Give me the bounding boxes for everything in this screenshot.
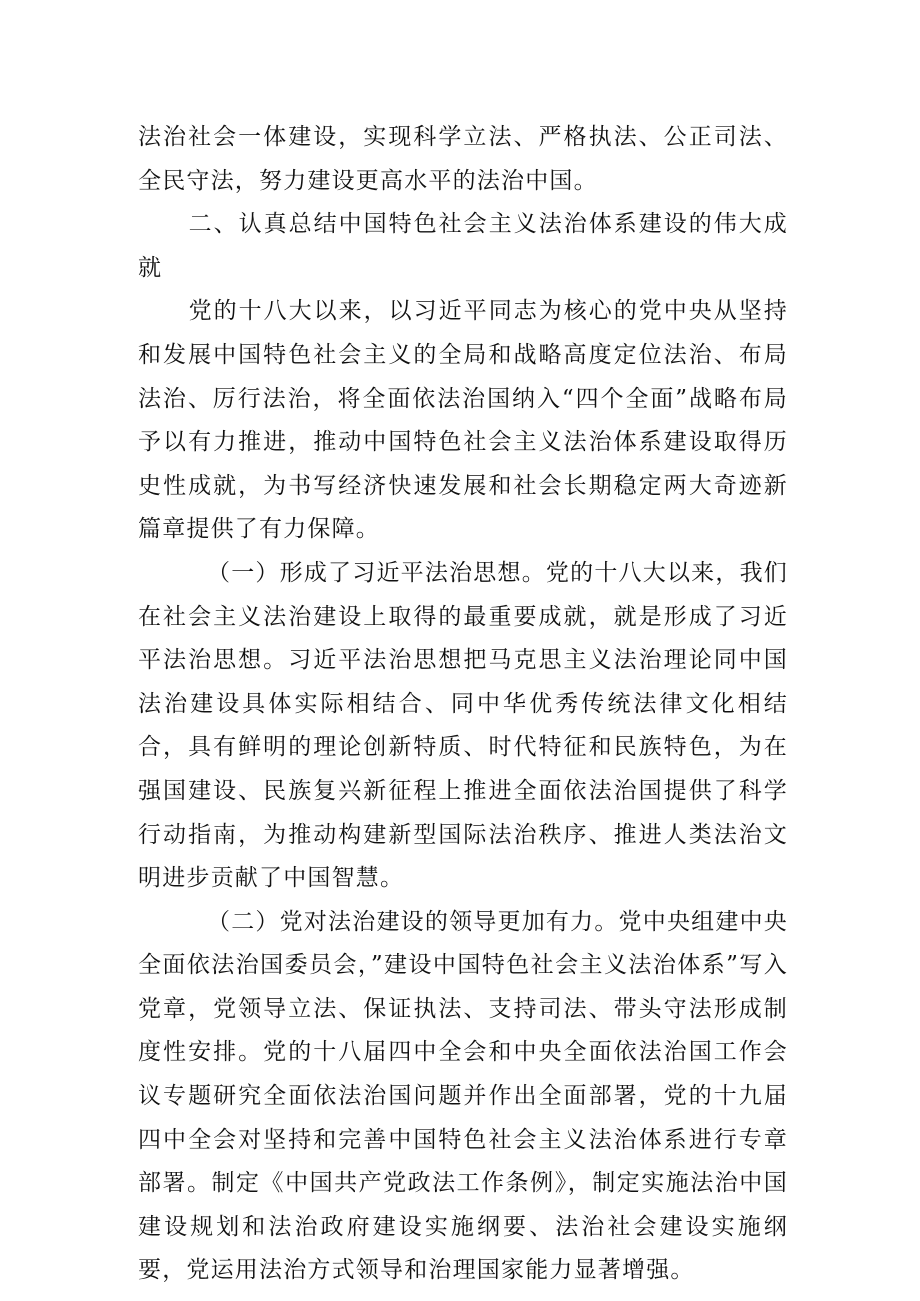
document-body	[138, 116, 788, 1293]
paragraph-continuation: 法治社会一体建设，实现科学立法、严格执法、公正司法、全民守法，努力建设更高水平的法治中国。	[138, 124, 788, 194]
paragraph-point-two: （二）党对法治建设的领导更加有力。党中央组建中央全面依法治国委员会，”建设中国特色社会主义法治体系”写入党章，党领导立法、保证执法、支持司法、带头守法形成制度性安排。党的十八届四中全会和中央全面依法治国工作会议专题研究全面依法治国问题并作出全面部署，党的十九届四中全会对坚持和完善中国特色社会主义法治体系进行专章部署。制定《中国共产党政法工作条例》，制定实施法治中国建设规划和法治政府建设实施纲要、法治社会建设实施纲要，党运用法治方式领导和治理国家能力显著增强。	[138, 908, 788, 1284]
paragraph-achievements-intro: 党的十八大以来，以习近平同志为核心的党中央从坚持和发展中国特色社会主义的全局和战略高度定位法治、布局法治、厉行法治，将全面依法治国纳入“四个全面”战略布局予以有力推进，推动中国特色社会主义法治体系建设取得历史性成就，为书写经济快速发展和社会长期稳定两大奇迹新篇章提供了有力保障。	[138, 298, 788, 543]
paragraph-point-one: （一）形成了习近平法治思想。党的十八大以来，我们在社会主义法治建设上取得的最重要成就，就是形成了习近平法治思想。习近平法治思想把马克思主义法治理论同中国法治建设具体实际相结合、同中华优秀传统法律文化相结合，具有鲜明的理论创新特质、时代特征和民族特色，为在强国建设、民族复兴新征程上推进全面依法治国提供了科学行动指南，为推动构建新型国际法治秩序、推进人类法治文明进步贡献了中国智慧。	[138, 559, 788, 892]
section-heading: 二、认真总结中国特色社会主义法治体系建设的伟大成就	[138, 211, 788, 281]
